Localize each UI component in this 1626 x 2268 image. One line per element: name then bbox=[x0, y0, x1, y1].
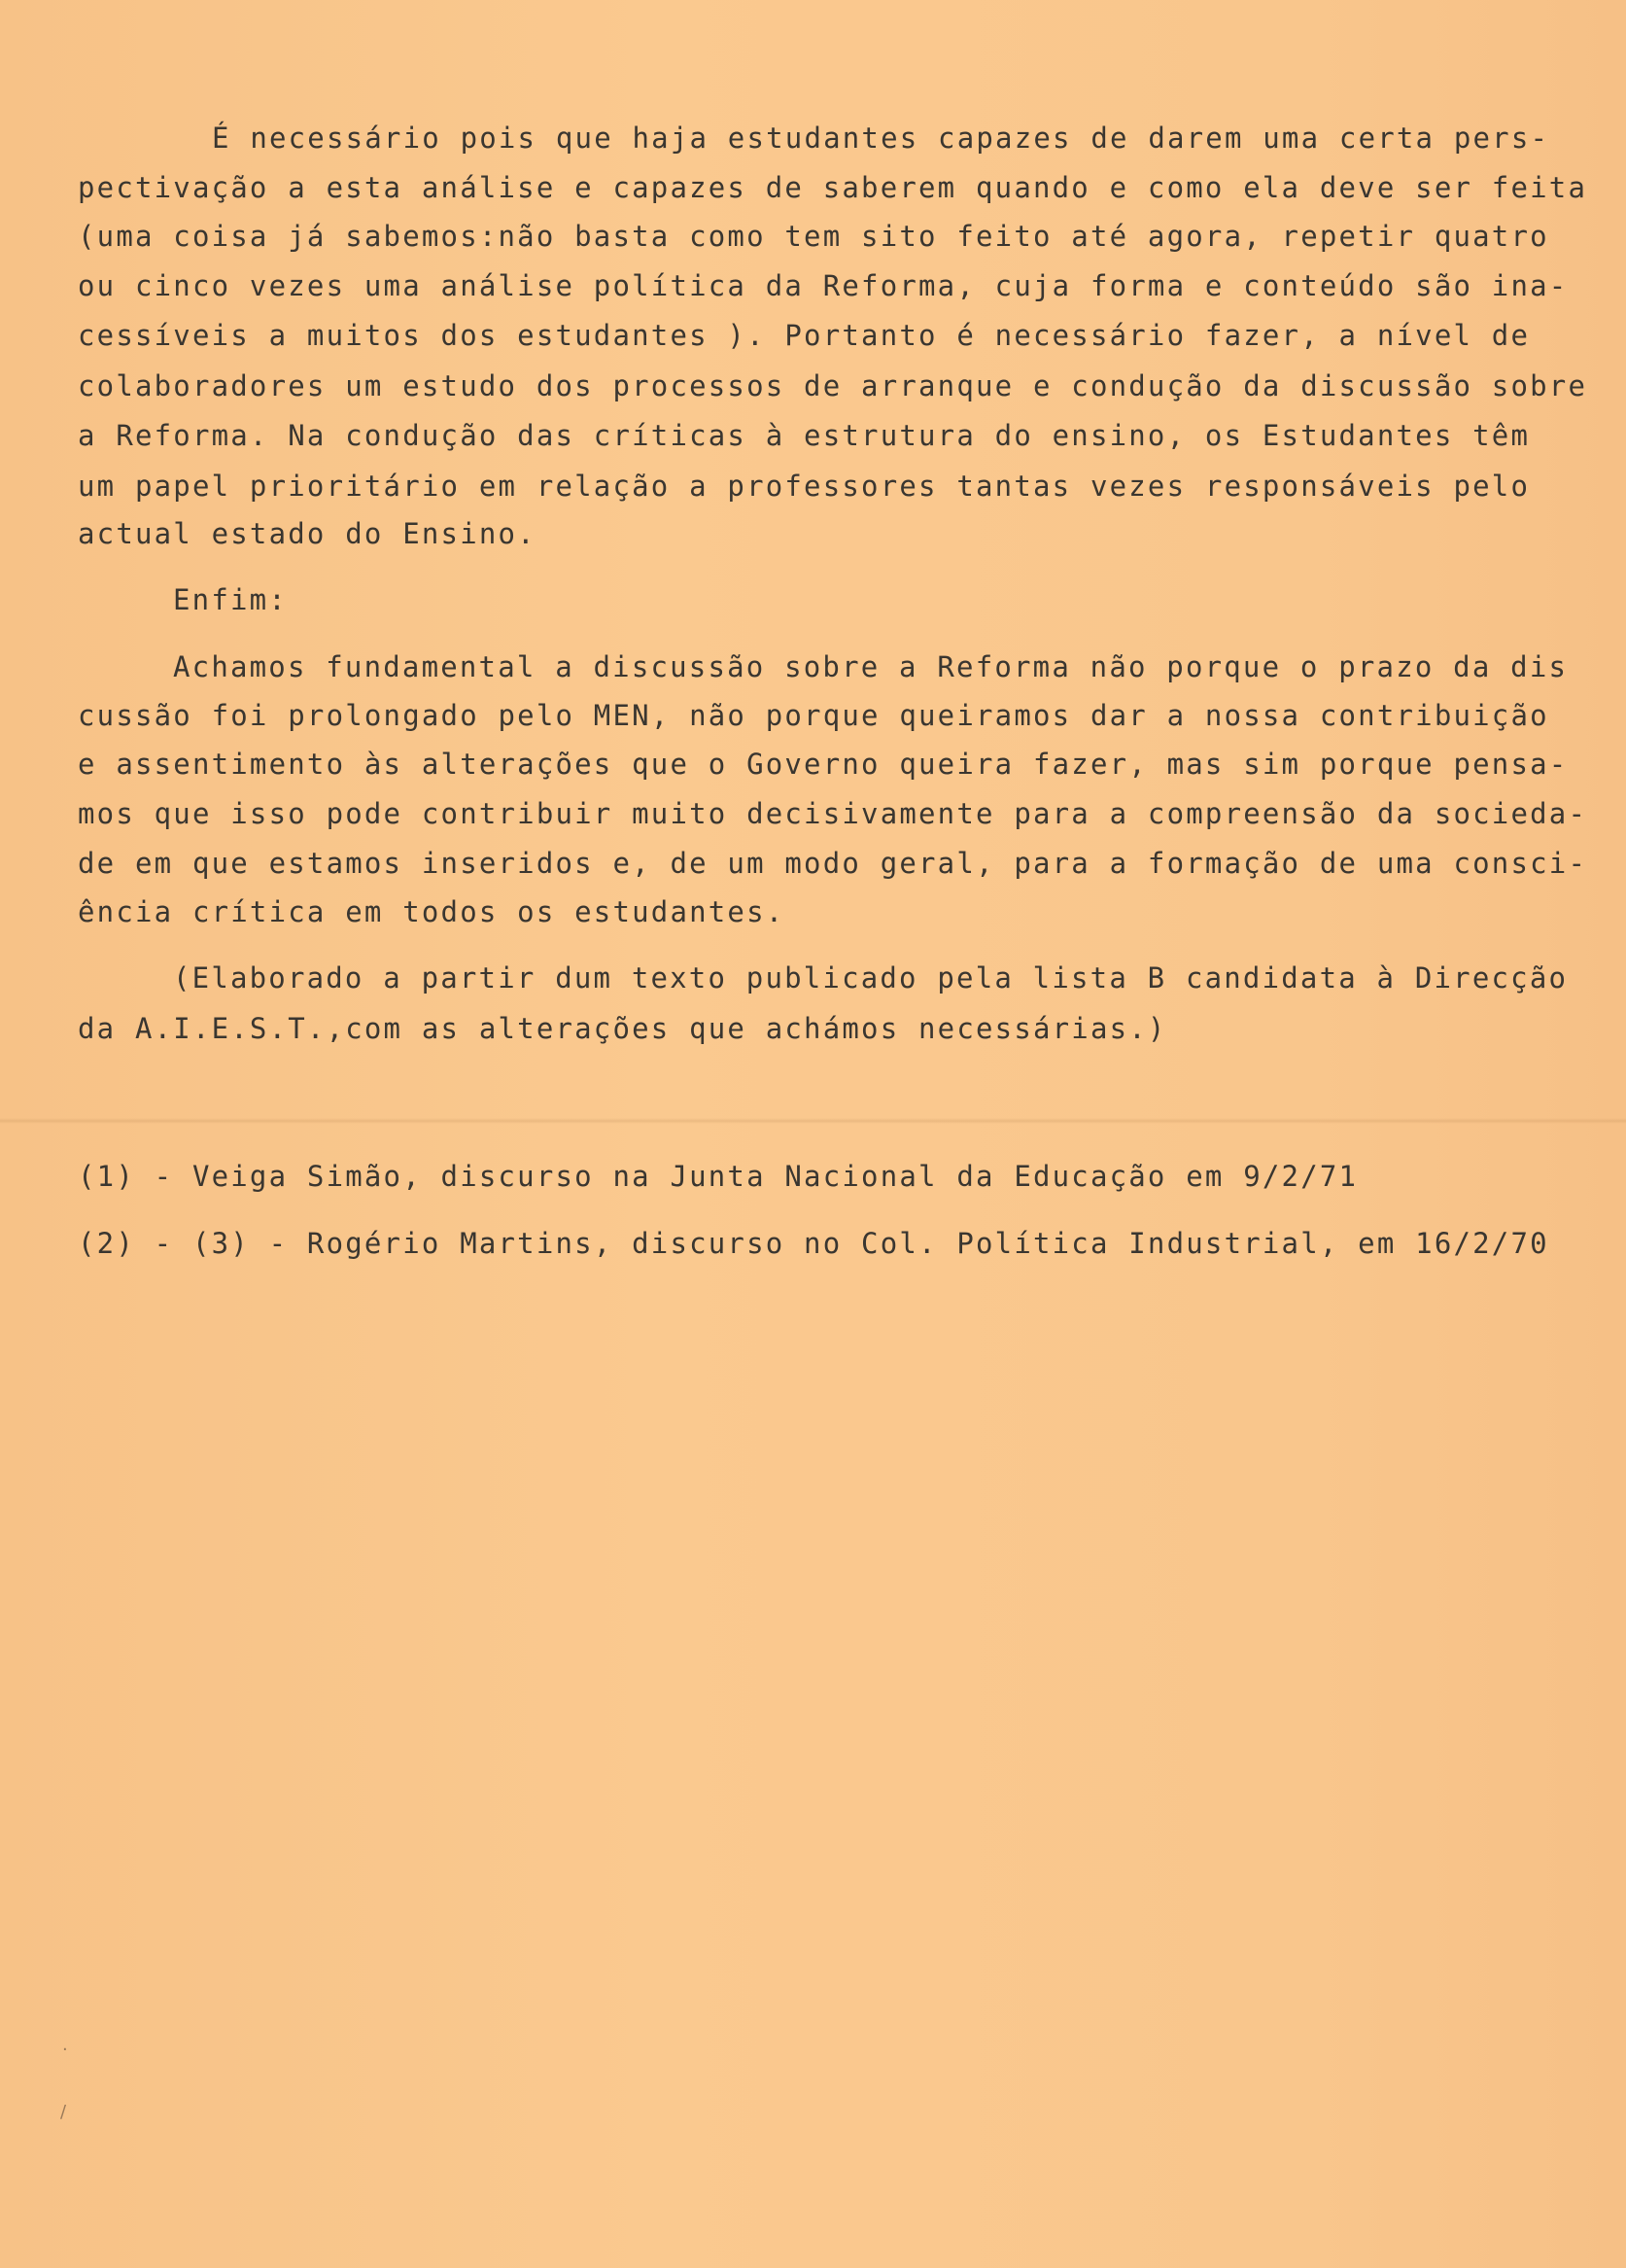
paragraph-1-line-3: (uma coisa já sabemos:não basta como tem sito feito até agora, repetir quatro bbox=[78, 220, 1549, 253]
paragraph-1-line-9: actual estado do Ensino. bbox=[78, 517, 536, 550]
attribution-line-1: (Elaborado a partir dum texto publicado pela lista B candidata à Direcção bbox=[173, 961, 1569, 994]
paragraph-1-line-5: cessíveis a muitos dos estudantes ). Portanto é necessário fazer, a nível de bbox=[78, 319, 1531, 352]
footnote-1: (1) - Veiga Simão, discurso na Junta Nacional da Educação em 9/2/71 bbox=[78, 1160, 1359, 1193]
paragraph-1-line-1: É necessário pois que haja estudantes capazes de darem uma certa pers- bbox=[212, 122, 1550, 155]
paragraph-2-line-1: Achamos fundamental a discussão sobre a Reforma não porque o prazo da dis bbox=[173, 650, 1569, 683]
footnote-2: (2) - (3) - Rogério Martins, discurso no Col. Política Industrial, em 16/2/70 bbox=[78, 1227, 1549, 1260]
paper-speck-mark: · bbox=[62, 2040, 68, 2060]
paragraph-2-line-5: de em que estamos inseridos e, de um modo geral, para a formação de uma consci- bbox=[78, 847, 1588, 880]
paragraph-2-line-2: cussão foi prolongado pelo MEN, não porque queiramos dar a nossa contribuição bbox=[78, 699, 1549, 732]
paragraph-1-line-6: colaboradores um estudo dos processos de arranque e condução da discussão sobre bbox=[78, 369, 1588, 402]
attribution-line-2: da A.I.E.S.T.,com as alterações que achámos necessárias.) bbox=[78, 1012, 1167, 1045]
paragraph-2-line-4: mos que isso pode contribuir muito decisivamente para a compreensão da socieda- bbox=[78, 797, 1588, 830]
enfim-label: Enfim: bbox=[173, 583, 288, 616]
paragraph-2-line-6: ência crítica em todos os estudantes. bbox=[78, 895, 785, 928]
paper-scratch-mark: / bbox=[60, 2102, 67, 2122]
paragraph-1-line-2: pectivação a esta análise e capazes de saberem quando e como ela deve ser feita bbox=[78, 171, 1588, 204]
paragraph-1-line-4: ou cinco vezes uma análise política da Reforma, cuja forma e conteúdo são ina- bbox=[78, 269, 1569, 302]
paragraph-1-line-8: um papel prioritário em relação a professores tantas vezes responsáveis pelo bbox=[78, 470, 1531, 503]
paragraph-2-line-3: e assentimento às alterações que o Governo queira fazer, mas sim porque pensa- bbox=[78, 748, 1569, 781]
paragraph-1-line-7: a Reforma. Na condução das críticas à estrutura do ensino, os Estudantes têm bbox=[78, 419, 1531, 452]
